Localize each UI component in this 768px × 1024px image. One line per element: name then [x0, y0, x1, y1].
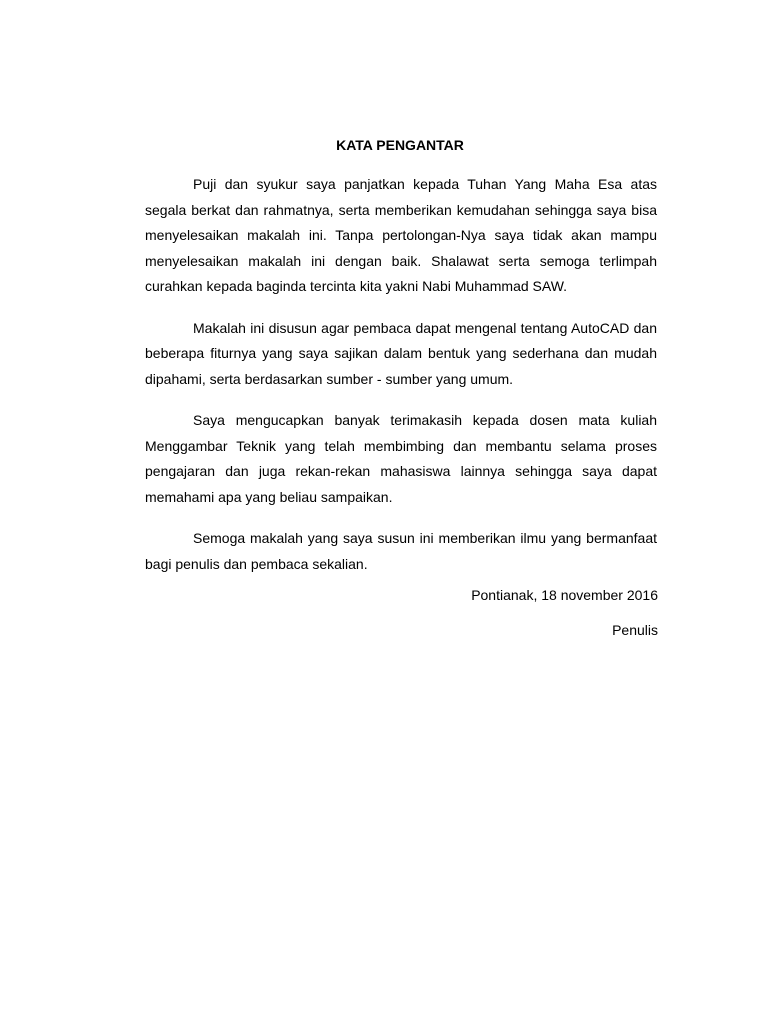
author-signature: Penulis	[612, 622, 658, 638]
paragraph-1: Puji dan syukur saya panjatkan kepada Tuhan Yang Maha Esa atas segala berkat dan rahmatnya, serta memberikan kemudahan sehingga saya bisa menyelesaikan makalah ini. Tanpa pertolongan-Nya saya tidak akan mampu menyelesaikan makalah ini dengan baik. Shalawat serta semoga terlimpah curahkan kepada baginda tercinta kita yakni Nabi Muhammad SAW.	[145, 176, 657, 294]
document-body	[145, 172, 657, 593]
paragraph-4: Semoga makalah yang saya susun ini memberikan ilmu yang bermanfaat bagi penulis dan pembaca sekalian.	[145, 530, 657, 572]
paragraph-2: Makalah ini disusun agar pembaca dapat mengenal tentang AutoCAD dan beberapa fiturnya yang saya sajikan dalam bentuk yang sederhana dan mudah dipahami, serta berdasarkan sumber - sumber yang umum.	[145, 319, 657, 387]
page-title: KATA PENGANTAR	[336, 137, 464, 153]
place-date: Pontianak, 18 november 2016	[471, 587, 658, 603]
paragraph-3: Saya mengucapkan banyak terimakasih kepada dosen mata kuliah Menggambar Teknik yang telah membimbing dan membantu selama proses pengajaran dan juga rekan-rekan mahasiswa lainnya sehingga saya dapat memahami apa yang beliau sampaikan.	[145, 412, 657, 505]
